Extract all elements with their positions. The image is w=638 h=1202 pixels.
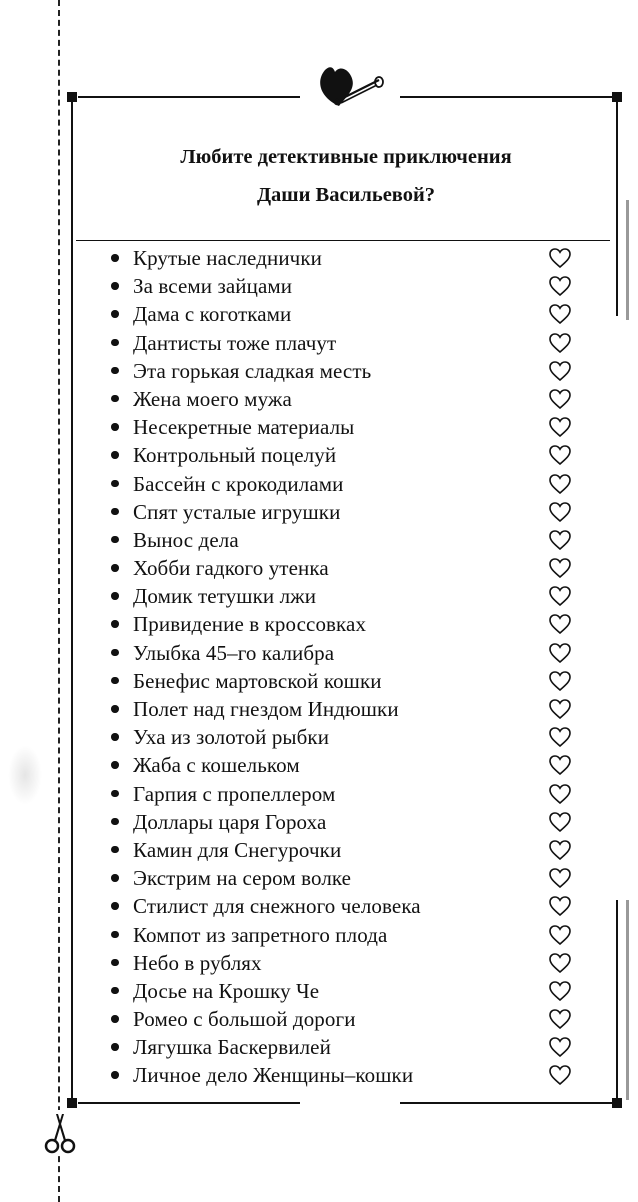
book-title: Бенефис мартовской кошки [133,668,382,693]
book-title: Бассейн с крокодилами [133,471,344,496]
heart-outline-icon[interactable] [548,924,572,946]
heart-outline-icon[interactable] [548,613,572,635]
heart-outline-icon[interactable] [548,1008,572,1030]
bullet [111,592,119,600]
book-title: Домик тетушки лжи [133,584,317,609]
bullet [111,254,119,262]
list-item [108,836,588,864]
heart-outline-icon[interactable] [548,501,572,523]
heart-outline-icon[interactable] [548,811,572,833]
list-item [108,949,588,977]
book-title: Несекретные материалы [133,415,355,440]
bullet [111,451,119,459]
bullet [111,959,119,967]
bullet [111,733,119,741]
heart-outline-icon[interactable] [548,839,572,861]
list-item [108,723,588,751]
bullet [111,705,119,713]
bullet [111,1015,119,1023]
list-item [108,921,588,949]
list-item [108,554,588,582]
book-title: Жаба с кошельком [133,753,300,778]
book-title: Небо в рублях [133,950,262,975]
list-item [108,1061,588,1089]
list-item [108,808,588,836]
book-title: Ромео с большой дороги [133,1007,356,1032]
bullet [111,931,119,939]
heart-with-safety-pin-icon [317,62,385,110]
book-title: Улыбка 45–го калибра [133,640,335,665]
list-item [108,300,588,328]
divider [76,240,610,241]
page-edge [626,200,629,320]
heart-outline-icon[interactable] [548,670,572,692]
book-title: Гарпия с пропеллером [133,781,336,806]
cut-line [58,0,60,1202]
page-title [80,138,612,214]
list-item [108,864,588,892]
bullet [111,677,119,685]
heart-outline-icon[interactable] [548,557,572,579]
list-item [108,667,588,695]
list-item [108,610,588,638]
book-list [108,244,588,1090]
book-title: Досье на Крошку Че [133,978,320,1003]
heart-outline-icon[interactable] [548,332,572,354]
list-item [108,526,588,554]
bullet [111,339,119,347]
bullet [111,874,119,882]
heart-outline-icon[interactable] [548,473,572,495]
heart-outline-icon[interactable] [548,585,572,607]
heart-outline-icon[interactable] [548,867,572,889]
list-item [108,385,588,413]
bullet [111,818,119,826]
book-title: Крутые наследнички [133,246,322,270]
book-title: Привидение в кроссовках [133,612,367,637]
book-title: Вынос дела [133,527,239,552]
heart-outline-icon[interactable] [548,360,572,382]
list-item [108,1033,588,1061]
bullet [111,1043,119,1051]
heart-outline-icon[interactable] [548,444,572,466]
book-title: Хобби гадкого утенка [133,556,329,581]
bullet [111,620,119,628]
heart-outline-icon[interactable] [548,642,572,664]
bullet [111,310,119,318]
list-item [108,695,588,723]
heart-outline-icon[interactable] [548,529,572,551]
book-title: Дантисты тоже плачут [133,330,337,355]
heart-outline-icon[interactable] [548,895,572,917]
book-title: Уха из золотой рыбки [133,725,330,750]
book-title: Жена моего мужа [133,386,292,411]
book-title: Дама с коготками [133,302,292,327]
list-item [108,329,588,357]
book-title: Экстрим на сером волке [133,866,352,891]
book-title: Камин для Снегурочки [133,837,342,862]
heart-outline-icon[interactable] [548,698,572,720]
heart-outline-icon[interactable] [548,783,572,805]
book-title: Личное дело Женщины–кошки [133,1063,414,1088]
book-title: Полет над гнездом Индюшки [133,697,399,721]
page-edge [626,900,629,1100]
book-title: Лягушка Баскервилей [133,1035,331,1060]
bullet [111,480,119,488]
heart-outline-icon[interactable] [548,726,572,748]
bullet [111,790,119,798]
bullet [111,846,119,854]
list-item [108,413,588,441]
bullet [111,282,119,290]
heart-outline-icon[interactable] [548,303,572,325]
heart-outline-icon[interactable] [548,1036,572,1058]
book-title: За всеми зайцами [133,274,293,299]
bullet [111,649,119,657]
list-item [108,357,588,385]
list-item [108,639,588,667]
heart-outline-icon[interactable] [548,388,572,410]
title-line-2: Даши Васильевой? [256,184,436,206]
list-item [108,498,588,526]
bullet [111,367,119,375]
title-line-1: Любите детективные приключения [180,146,512,168]
list-item [108,780,588,808]
bullet [111,1071,119,1079]
scan-shadow [8,745,42,805]
book-title: Доллары царя Гороха [133,809,327,834]
heart-outline-icon[interactable] [548,952,572,974]
heart-outline-icon[interactable] [548,416,572,438]
list-item [108,244,588,272]
book-title: Стилист для снежного человека [133,894,421,919]
heart-outline-icon[interactable] [548,247,572,269]
book-title: Контрольный поцелуй [133,443,337,468]
heart-outline-icon[interactable] [548,275,572,297]
bullet [111,536,119,544]
list-item [108,272,588,300]
book-title: Эта горькая сладкая месть [133,358,372,383]
bullet [111,761,119,769]
list-item [108,441,588,469]
bullet [111,902,119,910]
book-title: Компот из запретного плода [133,922,388,947]
bullet [111,564,119,572]
bullet [111,423,119,431]
heart-outline-icon[interactable] [548,1064,572,1086]
heart-outline-icon[interactable] [548,980,572,1002]
bullet [111,395,119,403]
scissors-icon [43,1110,77,1156]
heart-outline-icon[interactable] [548,754,572,776]
list-item [108,582,588,610]
list-item [108,1005,588,1033]
list-item [108,977,588,1005]
list-item [108,751,588,779]
list-item [108,470,588,498]
list-item [108,892,588,920]
bullet [111,508,119,516]
book-title: Спят усталые игрушки [133,499,341,524]
bullet [111,987,119,995]
